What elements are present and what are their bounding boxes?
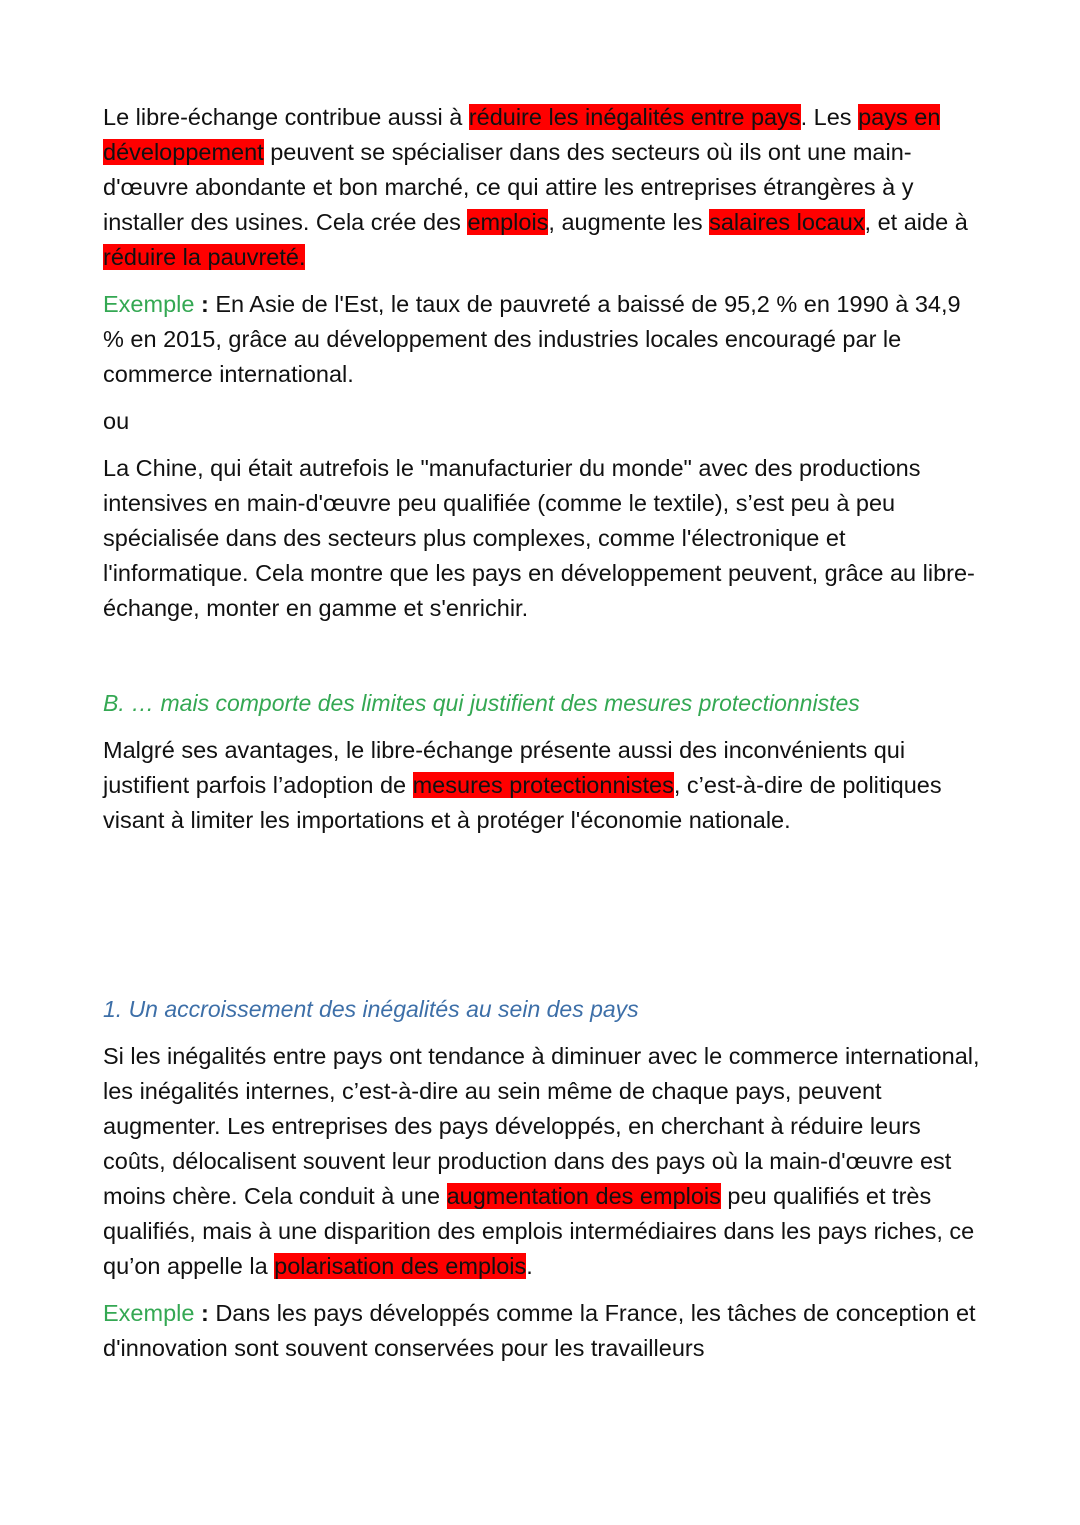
highlight-protectionist-measures: mesures protectionnistes: [412, 772, 674, 798]
paragraph-free-trade-benefits: [103, 100, 983, 275]
highlight-job-increase: augmentation des emplois: [446, 1183, 721, 1209]
or-separator: ou: [103, 408, 130, 434]
highlight-reduce-inequalities: réduire les inégalités entre pays: [468, 104, 801, 130]
highlight-job-polarization: polarisation des emplois: [274, 1253, 527, 1279]
text-segment: .: [526, 1253, 533, 1279]
example-east-asia: [103, 287, 983, 392]
section-heading-b: B. … mais comporte des limites qui justifient des mesures protectionnistes: [103, 690, 860, 716]
example-label: Exemple: [103, 291, 195, 317]
highlight-reduce-poverty: réduire la pauvreté.: [103, 244, 306, 270]
paragraph-internal-inequalities: [103, 1039, 983, 1284]
text-segment: peu qualifiés et très qualifiés, mais à une disparition des emplois intermédiaires dans les pays riches, ce qu’on appelle la: [103, 1183, 975, 1279]
highlight-jobs: emplois: [467, 209, 549, 235]
example-label: Exemple: [103, 1300, 195, 1326]
text-segment: peuvent se spécialiser dans des secteurs où ils ont une main-d'œuvre abondante et bon marché, ce qui attire les entreprises étrangères à y installer des usines. Cela crée des: [103, 139, 914, 235]
example-france: [103, 1296, 983, 1366]
text-segment: Si les inégalités entre pays ont tendance à diminuer avec le commerce international, les inégalités internes, c’est-à-dire au sein même de chaque pays, peuvent augmenter. Les entreprises des pays développés, en cherchant à réduire leurs coûts, délocalisent souvent leur production dans des pays où la main-d'œuvre est moins chère. Cela conduit à une: [103, 1043, 980, 1209]
document-page: [103, 100, 983, 1366]
paragraph-china: La Chine, qui était autrefois le "manufacturier du monde" avec des productions intensives en main-d'œuvre peu qualifiée (comme le textile), s’est peu à peu spécialisée dans des secteurs plus complexes, comme l'électronique et l'informatique. Cela montre que les pays en développement peuvent, grâce au libre-échange, monter en gamme et s'enrichir.: [103, 455, 975, 621]
subsection-heading-1: 1. Un accroissement des inégalités au sein des pays: [103, 996, 639, 1022]
example-text: Dans les pays développés comme la France, les tâches de conception et d'innovation sont souvent conservées pour les travailleurs: [103, 1300, 976, 1361]
text-segment: Le libre-échange contribue aussi à: [103, 104, 469, 130]
text-segment: , et aide à: [864, 209, 968, 235]
text-segment: , augmente les: [548, 209, 710, 235]
highlight-local-wages: salaires locaux: [709, 209, 865, 235]
example-text: En Asie de l'Est, le taux de pauvreté a baissé de 95,2 % en 1990 à 34,9 % en 2015, grâce au développement des industries locales encouragé par le commerce international.: [103, 291, 961, 387]
example-colon: :: [194, 1300, 209, 1326]
highlight-developing-countries: pays en développement: [103, 104, 941, 165]
text-segment: Malgré ses avantages, le libre-échange présente aussi des inconvénients qui justifient parfois l’adoption de: [103, 737, 906, 798]
paragraph-limits: [103, 733, 983, 838]
example-colon: :: [194, 291, 209, 317]
text-segment: . Les: [800, 104, 859, 130]
text-segment: , c’est-à-dire de politiques visant à limiter les importations et à protéger l'économie nationale.: [103, 772, 942, 833]
